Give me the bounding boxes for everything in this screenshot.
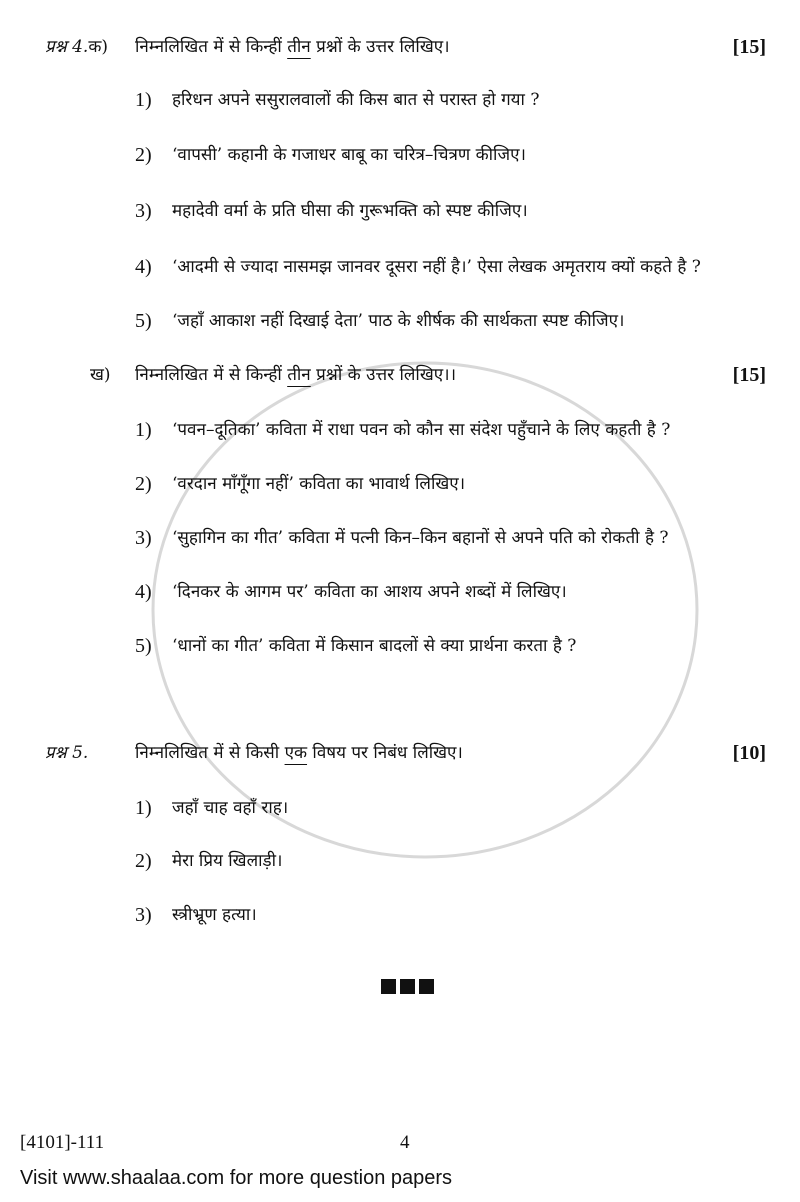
instruction-text: प्रश्नों के उत्तर लिखिए।	[310, 37, 450, 57]
instruction-text: विषय पर निबंध लिखिए।	[307, 743, 463, 763]
instruction	[135, 364, 456, 386]
instruction-text: प्रश्नों के उत्तर लिखिए।।	[310, 365, 457, 385]
item-number: 3)	[135, 527, 152, 549]
question-number: प्रश्न 5.	[45, 743, 89, 763]
question-item: ‘वरदान माँगूँगा नहीं’ कविता का भावार्थ लिखिए।	[172, 474, 466, 494]
part-label: क)	[88, 37, 109, 57]
question-item: ‘सुहागिन का गीत’ कविता में पत्नी किन–किन बहानों से अपने पति को रोकती है ?	[172, 528, 669, 548]
question-4-header	[45, 36, 108, 58]
question-number: प्रश्न 4.	[45, 37, 89, 57]
instruction-text: निम्नलिखित में से किसी	[135, 743, 285, 763]
question-item: ‘आदमी से ज्यादा नासमझ जानवर दूसरा नहीं है।’ ऐसा लेखक अमृतराय क्यों कहते है ?	[172, 257, 701, 277]
instruction	[135, 36, 450, 58]
item-number: 2)	[135, 850, 152, 872]
item-number: 1)	[135, 419, 152, 441]
instruction-emphasis: तीन	[287, 365, 311, 385]
question-item: ‘दिनकर के आगम पर’ कविता का आशय अपने शब्दों में लिखिए।	[172, 582, 567, 602]
question-item: जहाँ चाह वहाँ राह।	[172, 798, 289, 818]
instruction-emphasis: तीन	[287, 37, 311, 57]
marks: [15]	[732, 36, 766, 58]
item-number: 1)	[135, 89, 152, 111]
item-number: 4)	[135, 256, 152, 278]
marks: [10]	[732, 742, 766, 764]
question-item: हरिधन अपने ससुरालवालों की किस बात से परास्त हो गया ?	[172, 90, 540, 110]
instruction-text: निम्नलिखित में से किन्हीं	[135, 365, 288, 385]
instruction-emphasis: एक	[284, 743, 308, 763]
item-number: 1)	[135, 797, 152, 819]
item-number: 3)	[135, 904, 152, 926]
instruction	[135, 742, 463, 764]
item-number: 4)	[135, 581, 152, 603]
marks: [15]	[732, 364, 766, 386]
question-item: ‘जहाँ आकाश नहीं दिखाई देता’ पाठ के शीर्षक की सार्थकता स्पष्ट कीजिए।	[172, 311, 625, 331]
page-number: 4	[400, 1132, 410, 1153]
question-item: मेरा प्रिय खिलाड़ी।	[172, 851, 283, 871]
item-number: 2)	[135, 144, 152, 166]
item-number: 3)	[135, 200, 152, 222]
question-item: स्त्रीभ्रूण हत्या।	[172, 905, 257, 925]
item-number: 5)	[135, 635, 152, 657]
question-item: महादेवी वर्मा के प्रति घीसा की गुरूभक्ति को स्पष्ट कीजिए।	[172, 201, 528, 221]
question-item: ‘पवन–दूतिका’ कविता में राधा पवन को कौन सा संदेश पहुँचाने के लिए कहती है ?	[172, 420, 671, 440]
end-of-paper-marker	[381, 979, 434, 994]
item-number: 2)	[135, 473, 152, 495]
paper-code: [4101]-111	[20, 1132, 105, 1153]
instruction-text: निम्नलिखित में से किन्हीं	[135, 37, 288, 57]
part-label: ख)	[90, 365, 111, 385]
question-item: ‘धानों का गीत’ कविता में किसान बादलों से क्या प्रार्थना करता है ?	[172, 636, 577, 656]
visit-text: Visit www.shaalaa.com for more question papers	[20, 1167, 453, 1189]
item-number: 5)	[135, 310, 152, 332]
question-item: ‘वापसी’ कहानी के गजाधर बाबू का चरित्र–चित्रण कीजिए।	[172, 145, 526, 165]
